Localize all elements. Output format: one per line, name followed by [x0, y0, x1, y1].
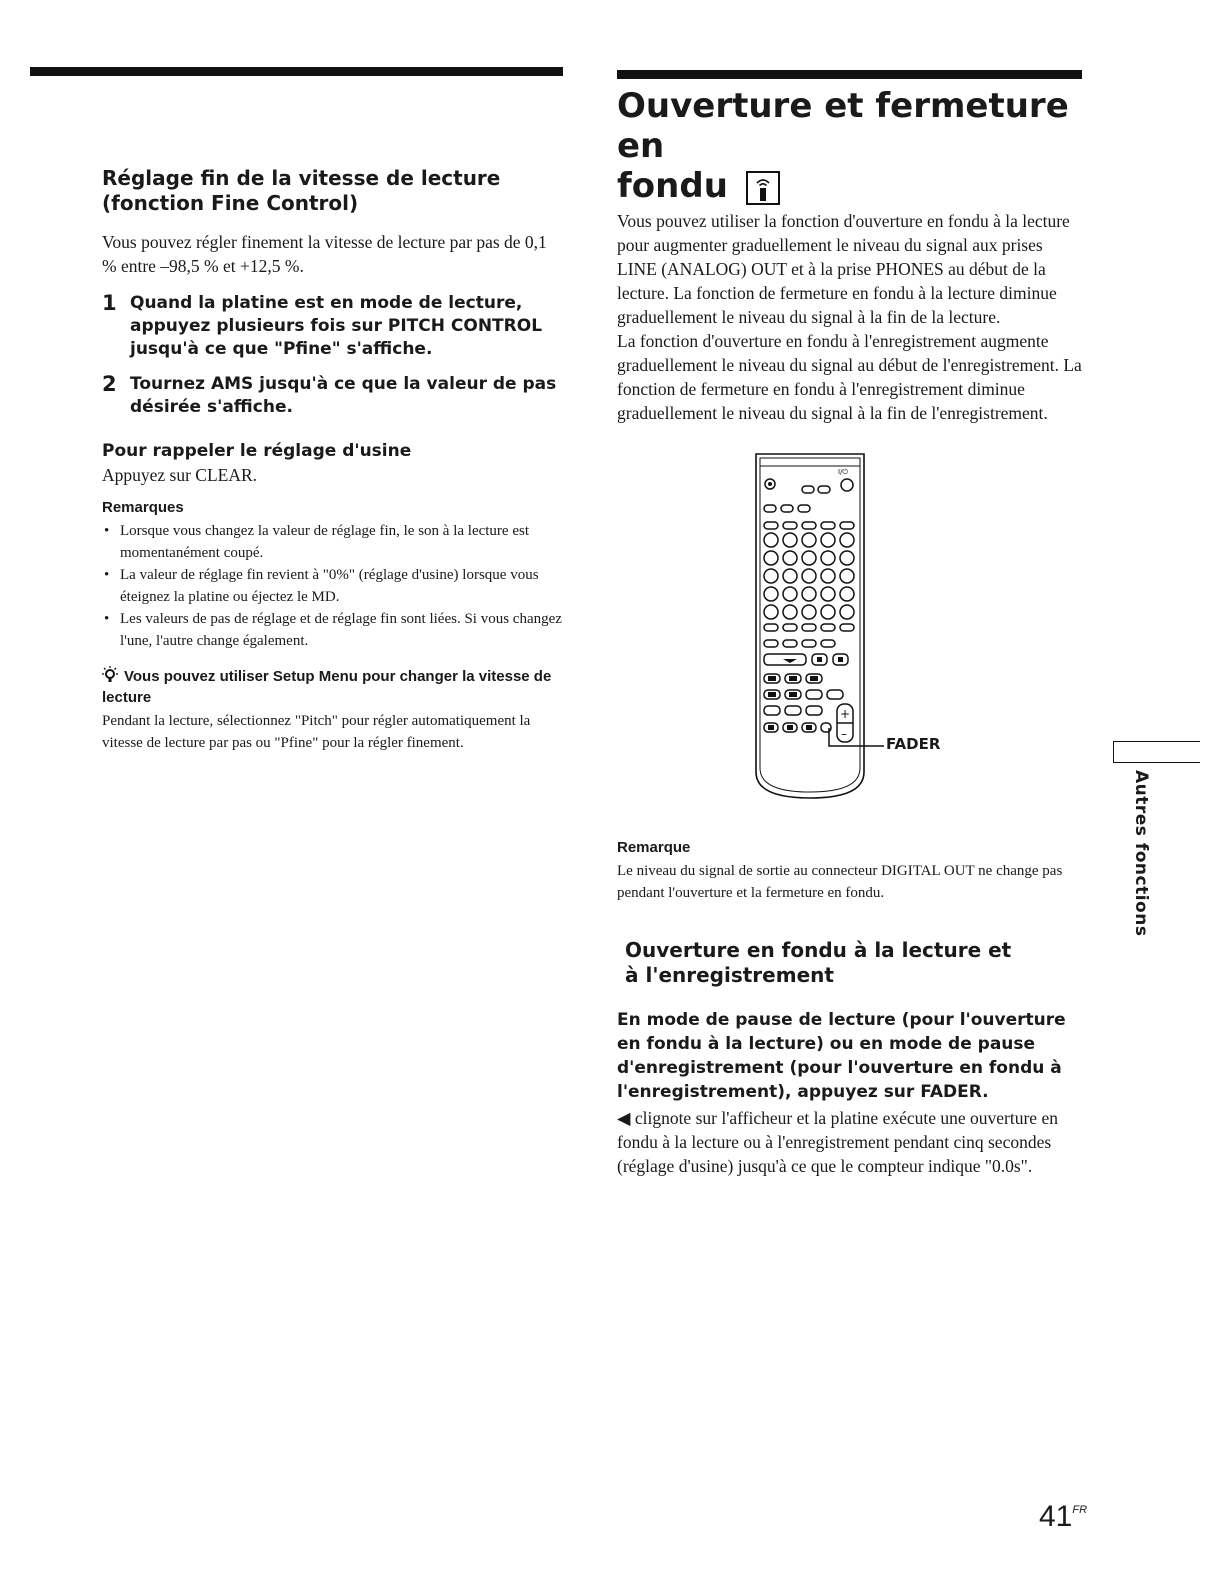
remote-illustration — [752, 452, 942, 804]
tip-text: Pendant la lecture, sélectionnez "Pitch" pour régler automatiquement la vitesse de lecture par pas ou "Pfine" pour la régler finement. — [102, 713, 531, 751]
result-text: ◀ clignote sur l'afficheur et la platine exécute une ouverture en fondu à la lecture ou à l'enregistrement pendant cinq secondes (réglage d'usine) jusqu'à ce que le compteur indique "0.0s". — [617, 1108, 1058, 1176]
tip-heading-row — [102, 666, 564, 708]
top-rule-right — [617, 70, 1082, 79]
right-column — [617, 86, 1082, 425]
fader-label: FADER — [886, 735, 941, 753]
page-number-suffix: FR — [1072, 1504, 1088, 1516]
instruction-text: En mode de pause de lecture (pour l'ouverture en fondu à la lecture) ou en mode de pause d'enregistrement (pour l'ouverture en fondu à l'enregistrement), appuyez sur FADER. — [617, 1010, 1066, 1102]
section-heading-fine-control: Réglage fin de la vitesse de lecture (fonction Fine Control) — [102, 166, 501, 215]
remote-numeric-grid — [764, 533, 854, 619]
svg-text:+: + — [840, 707, 851, 721]
tip-heading: Vous pouvez utiliser Setup Menu pour changer la vitesse de lecture — [102, 668, 552, 706]
intro-paragraph-1: Vous pouvez utiliser la fonction d'ouverture en fondu à la lecture pour augmenter graduellement le niveau du signal aux prises LINE (ANALOG) OUT et à la prise PHONES au début de la lecture. La fonction de fermeture en fondu à la lecture diminue graduellement le niveau du signal à la fin de la lecture. — [617, 211, 1070, 327]
remote-control-icon — [746, 171, 780, 205]
side-tab-box — [1113, 741, 1200, 763]
title-line-2: fondu — [617, 166, 728, 206]
page-title — [617, 86, 1082, 206]
left-column — [102, 166, 564, 754]
step-2 — [102, 373, 564, 419]
side-tab-label: Autres fonctions — [1131, 770, 1151, 937]
remark-text: Le niveau du signal de sortie au connecteur DIGITAL OUT ne change pas pendant l'ouverture et la fermeture en fondu. — [617, 863, 1063, 901]
remark-heading: Remarque — [617, 839, 691, 856]
step-number: 2 — [102, 372, 117, 396]
step-text: Quand la platine est en mode de lecture, appuyez plusieurs fois sur PITCH CONTROL jusqu'à ce que "Pfine" s'affiche. — [130, 293, 543, 359]
remark-item: • La valeur de réglage fin revient à "0%" (réglage d'usine) lorsque vous éteignez la platine ou éjectez le MD. — [102, 564, 564, 608]
top-rule-left — [30, 67, 563, 76]
reset-text: Appuyez sur CLEAR. — [102, 465, 258, 485]
title-line-1: Ouverture et fermeture en — [617, 86, 1069, 166]
remarks-list — [102, 520, 564, 652]
remote-small-button-row — [764, 522, 854, 529]
right-lower-column — [617, 839, 1082, 1178]
page-number — [1039, 1500, 1087, 1534]
reset-heading: Pour rappeler le réglage d'usine — [102, 441, 412, 461]
remark-item: • Les valeurs de pas de réglage et de réglage fin sont liées. Si vous changez l'une, l'autre change également. — [102, 608, 564, 652]
lightbulb-icon — [102, 666, 118, 684]
intro-paragraph-2: La fonction d'ouverture en fondu à l'enregistrement augmente graduellement le niveau du signal au début de l'enregistrement. La fonction de fermeture en fondu à l'enregistrement diminue graduellement le niveau du signal à la fin de l'enregistrement. — [617, 331, 1082, 423]
page-number-value: 41 — [1039, 1500, 1073, 1533]
step-text: Tournez AMS jusqu'à ce que la valeur de pas désirée s'affiche. — [130, 374, 557, 417]
step-1 — [102, 292, 564, 361]
remarks-heading: Remarques — [102, 499, 184, 516]
intro-paragraph: Vous pouvez régler finement la vitesse de lecture par pas de 0,1 % entre –98,5 % et +12,5 %. — [102, 232, 547, 276]
remark-item: • Lorsque vous changez la valeur de réglage fin, le son à la lecture est momentanément coupé. — [102, 520, 564, 564]
sub-heading-fade-in: Ouverture en fondu à la lecture et à l'enregistrement — [625, 938, 1012, 987]
svg-text:–: – — [841, 727, 847, 741]
step-number: 1 — [102, 291, 117, 315]
power-label: I/⏻ — [838, 468, 848, 476]
